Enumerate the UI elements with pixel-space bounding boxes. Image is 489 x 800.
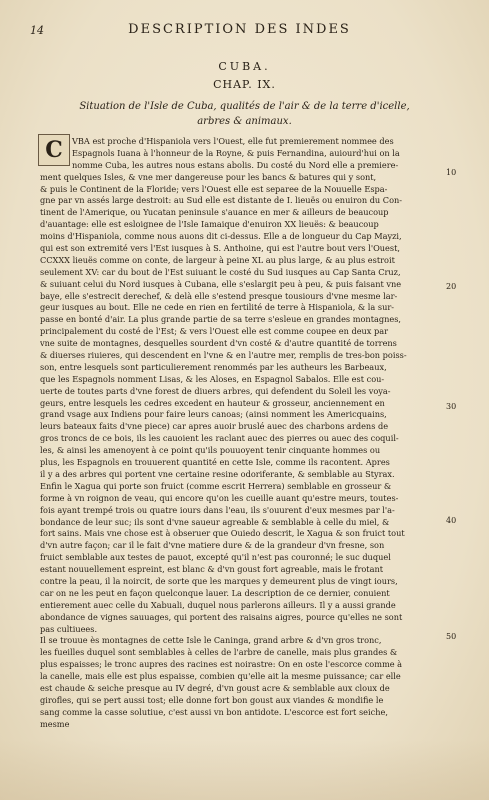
text-line: gne par vn assés large destroit: au Sud elle est distante de I. lieuës ou enuiron du Con-: [40, 195, 403, 206]
subtitle-line: Situation de l'Isle de Cuba, qualités de l'air & de la terre d'icelle,: [79, 101, 410, 112]
text-line: fort sains. Mais vne chose est à obseruer que Ouiedo descrit, le Xagua & son fruict tout: [40, 528, 405, 539]
subtitle-line: arbres & animaux.: [197, 116, 292, 127]
text-line: son, entre lesquels sont particulierement renommés par les autheurs les Barbeaux,: [40, 361, 387, 372]
text-line: forme à vn roignon de veau, qui encore qu'on les cueille auant qu'estre meurs, toutes-: [40, 492, 399, 503]
text-line: d'vn autre façon; car il le fait d'vne matiere dure & de la grandeur d'vn fresne, son: [40, 540, 385, 551]
text-line: passe en bonté d'air. La plus grande partie de sa terre s'esleue en grandes montagnes,: [40, 314, 402, 325]
body-text: [40, 136, 438, 731]
text-line: principalement du costé de l'Est; & vers l'Ouest elle est comme coupee en deux par: [40, 326, 389, 337]
text-line: sang comme la casse solutiue, c'est aussi vn bon antidote. L'escorce est fort seiche,: [40, 706, 388, 717]
page-header: [30, 22, 449, 42]
text-line: estant nouuellement espreint, est blanc & d'vn goust fort agreable, mais le frotant: [40, 564, 384, 575]
drop-cap: C: [38, 134, 70, 166]
text-line: bondance de leur suc; ils sont d'vne saueur agreable & semblable à celle du miel, &: [40, 516, 390, 527]
text-line: fois ayant trempé trois ou quatre iours dans l'eau, ils s'ouurent d'eux mesmes par l'a-: [40, 504, 395, 515]
text-line: baye, elle s'estrecit derechef, & delà elle s'estend presque tousiours d'vne mesme lar-: [40, 290, 398, 301]
margin-line-number: 40: [446, 516, 457, 525]
text-line: Enfin le Xagua qui porte son fruict (comme escrit Herrera) semblable en grosseur &: [40, 480, 392, 491]
chapter-label: CHAP. IX.: [213, 78, 276, 91]
text-line: il y a des arbres qui portent vne certaine resine odoriferante, & semblable au Styrax.: [40, 468, 395, 479]
text-line: & suiuant celui du Nord iusques à Cubana, elle s'eslargit peu à peu, & puis faisant vne: [40, 278, 402, 289]
text-line: abondance de vignes sauuages, qui portent des raisains aigres, pource qu'elles ne sont: [40, 611, 403, 622]
text-line: gros troncs de ce bois, ils les cauoient les raclant auec des pierres ou auec des coquil-: [40, 433, 399, 444]
text-line: plus espaisses; le tronc aupres des racines est noirastre: On en oste l'escorce comme à: [40, 659, 403, 670]
text-line: les, & ainsi les amenoyent à ce point qu'ils pouuoyent tenir cinquante hommes ou: [40, 445, 381, 456]
text-line: Espagnols Iuana à l'honneur de la Royne, & puis Fernandina, auiourd'hui on la: [72, 147, 400, 158]
text-line: Il se trouue ès montagnes de cette Isle le Caninga, grand arbre & d'vn gros tronc,: [40, 635, 382, 646]
text-line: tinent de l'Amerique, ou Yucatan peninsule s'auance en mer & ailleurs de beaucoup: [40, 207, 389, 218]
text-line: geurs, entre lesquels les cedres excedent en hauteur & grosseur, anciennement en: [40, 397, 385, 408]
text-line: & diuerses riuieres, qui descendent en l'vne & en l'autre mer, remplis de tres-bon poiss-: [40, 350, 407, 361]
section-title: CUBA.: [218, 60, 271, 73]
text-line: moins d'Hispaniola, comme nous auons dit ci-dessus. Elle a de longueur du Cap Mayzi,: [40, 231, 402, 242]
text-line: pas cultiuees.: [40, 623, 98, 634]
page-number: 14: [30, 24, 44, 37]
margin-line-number: 10: [446, 168, 457, 177]
text-line: entierement auec celle du Xabuali, duquel nous parlerons ailleurs. Il y a aussi grande: [40, 599, 396, 610]
text-line: geur iusques au bout. Elle ne cede en rien en fertilité de terre à Hispaniola, & la sur-: [40, 302, 395, 313]
text-line: mesme: [40, 718, 70, 729]
text-line: d'auantage: elle est esloignee de l'Isle Iamaique d'enuiron XX lieuës: & beaucoup: [40, 219, 379, 230]
margin-line-number: 20: [446, 282, 457, 291]
margin-line-number: 30: [446, 402, 457, 411]
page-stain: [0, 740, 489, 800]
text-line: girofles, qui se pert aussi tost; elle donne fort bon goust aux viandes & mondifie le: [40, 694, 384, 705]
margin-line-number: 50: [446, 632, 457, 641]
text-line: uerte de toutes parts d'vne forest de diuers arbres, qui defendent du Soleil les voya-: [40, 385, 391, 396]
text-line: qui est son extremité vers l'Est iusques à S. Anthoine, qui est l'autre bout vers l'Ouest,: [40, 243, 400, 254]
text-line: que les Espagnols nomment Lisas, & les Aloses, en Espagnol Sabalos. Elle est cou-: [40, 373, 385, 384]
text-line: fruict semblable aux testes de pauot, excepté qu'il n'est pas couronné; le suc duquel: [40, 552, 391, 563]
text-line: seulement XV: car du bout de l'Est suiuant le costé du Sud iusques au Cap Santa Cruz,: [40, 266, 401, 277]
text-line: & puis le Continent de la Floride; vers l'Ouest elle est separee de la Nouuelle Espa-: [40, 183, 388, 194]
text-line: la canelle, mais elle est plus espaisse, combien qu'elle ait la mesme puissance; car elle: [40, 671, 401, 682]
text-line: les fueilles duquel sont semblables à celles de l'arbre de canelle, mais plus grandes &: [40, 647, 398, 658]
text-line: ment quelques Isles, & vne mer dangereuse pour les bancs & batures qui y sont,: [40, 171, 377, 182]
text-line: vne suite de montagnes, desquelles sourdent d'vn costé & d'autre quantité de torrens: [40, 338, 397, 349]
text-line: VBA est proche d'Hispaniola vers l'Ouest, elle fut premierement nommee des: [72, 136, 394, 146]
text-line: car on ne les peut en façon quelconque lauer. La description de ce dernier, conuient: [40, 587, 390, 598]
text-line: plus, les Espagnols en trouuerent quantité en cette Isle, comme ils racontent. Apres: [40, 457, 390, 468]
text-line: CCXXX lieuës comme on conte, de largeur à peine XL au plus large, & au plus estroit: [40, 254, 395, 265]
running-title: DESCRIPTION DES INDES: [128, 22, 351, 37]
chapter-subtitle: [40, 99, 449, 129]
text-line: contre la peau, il la noircit, de sorte que les marques y demeurent plus de vingt iours,: [40, 575, 398, 586]
text-line: nomme Cuba, les autres nous estans abolis. Du costé du Nord elle a premiere-: [72, 159, 399, 170]
text-line: grand vsage aux Indiens pour faire leurs canoas; (ainsi nomment les Americquains,: [40, 409, 387, 420]
text-line: leurs bateaux faits d'vne piece) car apres auoir bruslé auec des charbons ardens de: [40, 421, 389, 432]
text-line: est chaude & seiche presque au IV degré, d'vn goust acre & semblable aux cloux de: [40, 682, 390, 693]
